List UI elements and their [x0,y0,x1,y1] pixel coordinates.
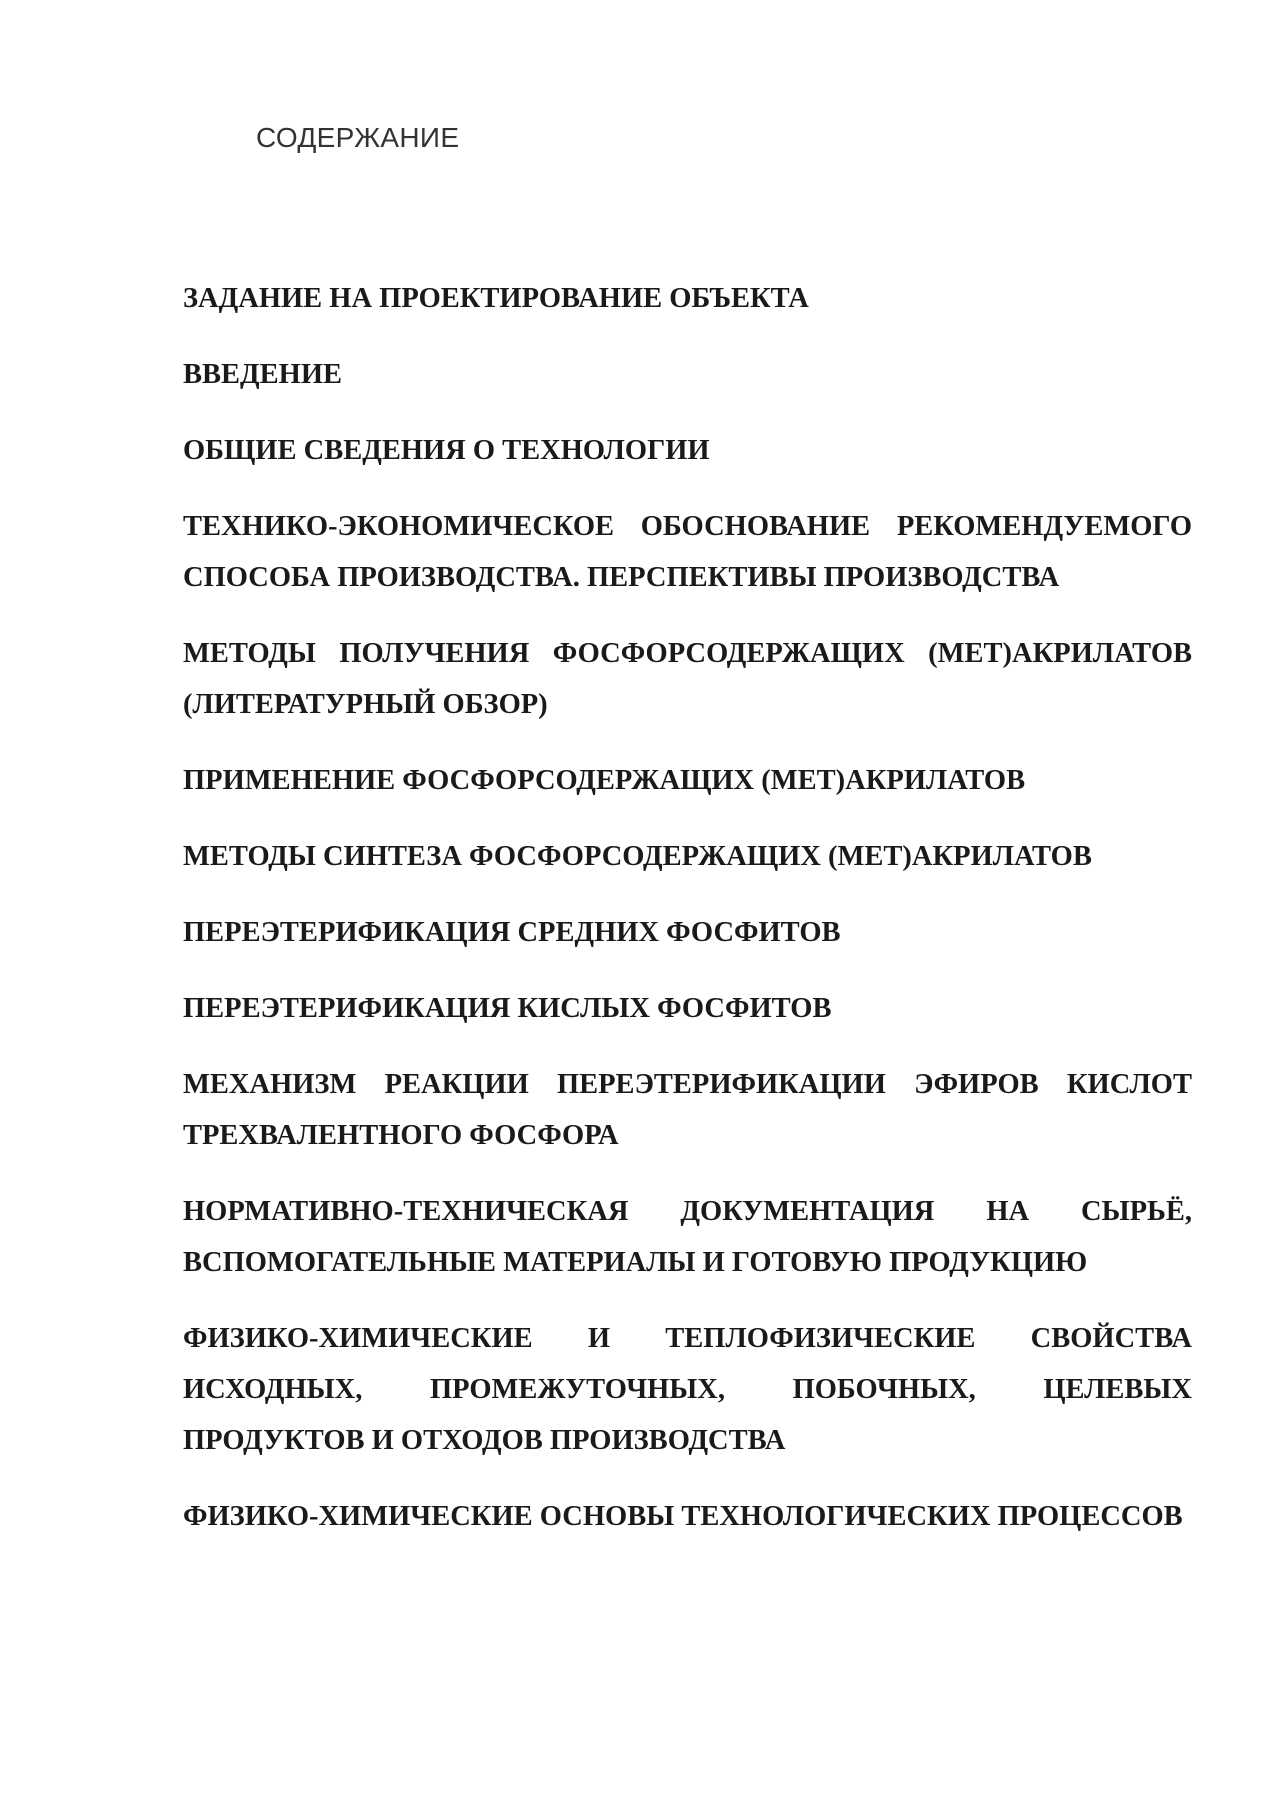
toc-list [183,273,1192,1567]
toc-entry: ФИЗИКО-ХИМИЧЕСКИЕ ОСНОВЫ ТЕХНОЛОГИЧЕСКИХ ПРОЦЕССОВ [183,1501,1183,1532]
toc-entry: ВВЕДЕНИЕ [183,359,342,390]
toc-entry: НОРМАТИВНО-ТЕХНИЧЕСКАЯ ДОКУМЕНТАЦИЯ НА СЫРЬЁ, ВСПОМОГАТЕЛЬНЫЕ МАТЕРИАЛЫ И ГОТОВУЮ ПРОДУКЦИЮ [183,1196,1192,1278]
toc-entry: ПЕРЕЭТЕРИФИКАЦИЯ СРЕДНИХ ФОСФИТОВ [183,917,841,948]
toc-title: СОДЕРЖАНИЕ [256,122,460,153]
toc-entry: ФИЗИКО-ХИМИЧЕСКИЕ И ТЕПЛОФИЗИЧЕСКИЕ СВОЙСТВА ИСХОДНЫХ, ПРОМЕЖУТОЧНЫХ, ПОБОЧНЫХ, ЦЕЛЕВЫХ ПРОДУКТОВ И ОТХОДОВ ПРОИЗВОДСТВА [183,1323,1192,1456]
toc-entry: ПЕРЕЭТЕРИФИКАЦИЯ КИСЛЫХ ФОСФИТОВ [183,993,832,1024]
toc-entry: ОБЩИЕ СВЕДЕНИЯ О ТЕХНОЛОГИИ [183,435,710,466]
toc-entry: ЗАДАНИЕ НА ПРОЕКТИРОВАНИЕ ОБЪЕКТА [183,283,809,314]
toc-entry: ТЕХНИКО-ЭКОНОМИЧЕСКОЕ ОБОСНОВАНИЕ РЕКОМЕНДУЕМОГО СПОСОБА ПРОИЗВОДСТВА. ПЕРСПЕКТИВЫ ПРОИЗВОДСТВА [183,511,1192,593]
toc-entry: ПРИМЕНЕНИЕ ФОСФОРСОДЕРЖАЩИХ (МЕТ)АКРИЛАТОВ [183,765,1026,796]
toc-entry: МЕХАНИЗМ РЕАКЦИИ ПЕРЕЭТЕРИФИКАЦИИ ЭФИРОВ КИСЛОТ ТРЕХВАЛЕНТНОГО ФОСФОРА [183,1069,1192,1151]
toc-entry: МЕТОДЫ СИНТЕЗА ФОСФОРСОДЕРЖАЩИХ (МЕТ)АКРИЛАТОВ [183,841,1092,872]
toc-entry: МЕТОДЫ ПОЛУЧЕНИЯ ФОСФОРСОДЕРЖАЩИХ (МЕТ)АКРИЛАТОВ (ЛИТЕРАТУРНЫЙ ОБЗОР) [183,638,1192,720]
